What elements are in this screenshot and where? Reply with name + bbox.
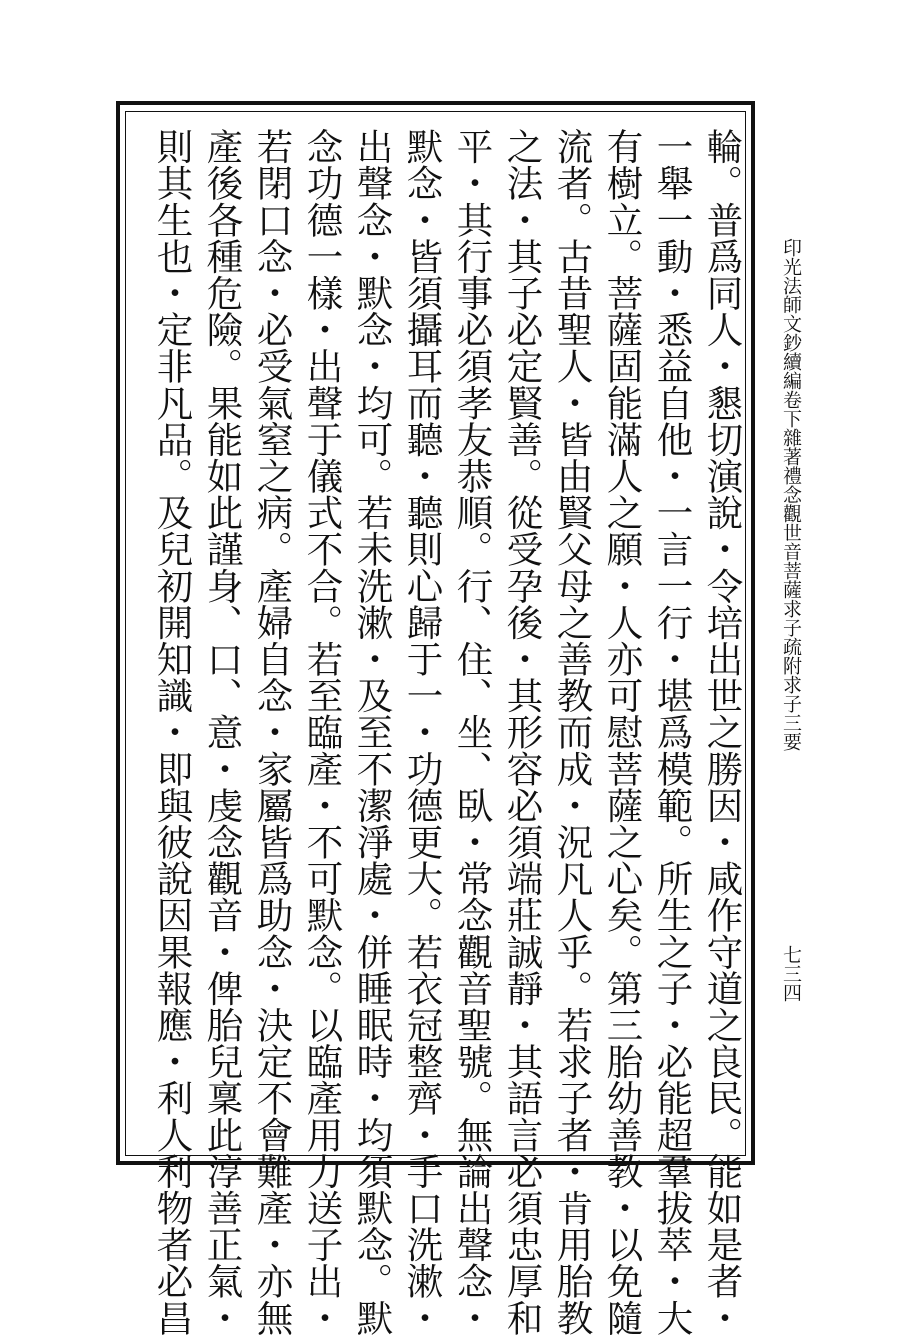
text-column: 流者。古昔聖人・皆由賢父母之善教而成・況凡人乎。若求子者・肯用胎教 [551,128,594,1336]
running-header [776,238,806,1238]
text-column: 一舉一動・悉益自他・一言一行・堪爲模範。所生之子・必能超羣拔萃・大 [651,128,694,1336]
header-essay-title: 禮念觀世音菩薩求子疏 [780,466,802,656]
header-appendix: 附求子三要 [780,656,802,751]
header-section: 雜著 [780,428,802,466]
text-column: 默念・皆須攝耳而聽・聽則心歸于一・功德更大。若衣冠整齊・手口洗漱・ [401,128,444,1336]
text-column: 輪。普爲同人・懇切演說・令培出世之勝因・咸作守道之良民。能如是者・ [701,128,744,1336]
page-number: 七三四 [780,945,802,1002]
text-column: 之法・其子必定賢善。從受孕後・其形容必須端莊誠靜・其語言必須忠厚和 [501,128,544,1336]
text-column: 平・其行事必須孝友恭順。行、住、坐、臥・常念觀音聖號。無論出聲念・ [451,128,494,1336]
text-column: 若閉口念・必受氣窒之病。產婦自念・家屬皆爲助念・決定不會難產・亦無 [251,128,294,1336]
body-text [140,128,744,1336]
text-column: 有樹立。菩薩固能滿人之願・人亦可慰菩薩之心矣。第三胎幼善教・以免隨 [601,128,644,1336]
text-column: 念功德一樣・出聲于儀式不合。若至臨產・不可默念。以臨產用力送子出・ [301,128,344,1336]
text-column: 則其生也・定非凡品。及兒初開知識・即與彼說因果報應・利人利物者必昌 [151,128,194,1336]
text-column: 產後各種危險。果能如此謹身、口、意・虔念觀音・俾胎兒稟此淳善正氣・ [201,128,244,1336]
text-column: 出聲念・默念・均可。若未洗漱・及至不潔淨處・併睡眠時・均須默念。默 [351,128,394,1336]
header-book-title: 印光法師文鈔續編卷下 [780,238,802,428]
